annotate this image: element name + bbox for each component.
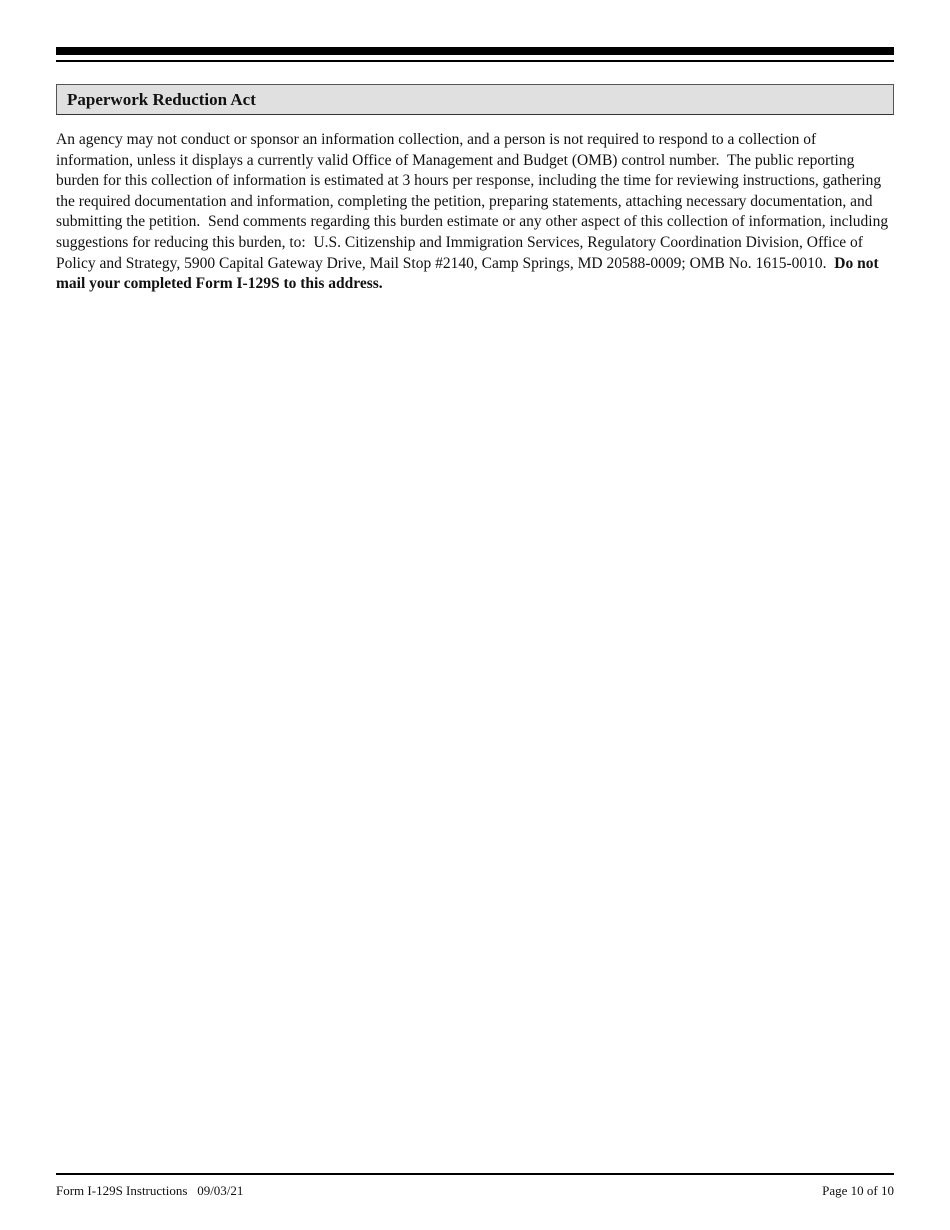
mailing-warning: Do not mail your completed Form I-129S to this address. xyxy=(56,254,879,293)
body-text: An agency may not conduct or sponsor an information collection, and a person is not required to respond to a collection of information, unless it displays a currently valid Office of Management and Budget (OMB) control number. The public reporting burden for this collection of information is estimated at 3 hours per response, including the time for reviewing instructions, gathering the required documentation and information, completing the petition, preparing statements, attaching necessary documentation, and submitting the petition. Send comments regarding this burden estimate or any other aspect of this collection of information, including suggestions for reducing this burden, to: U.S. Citizenship and Immigration Services, Regulatory Coordination Division, Office of Policy and Strategy, 5900 Capital Gateway Drive, Mail Stop #2140, Camp Springs, MD 20588-0009; OMB No. 1615-0010. xyxy=(56,131,892,272)
footer-form-name: Form I-129S Instructions 09/03/21 xyxy=(56,1183,244,1198)
header-rule-thick xyxy=(56,47,894,55)
section-header xyxy=(56,84,894,115)
footer-page-number: Page 10 of 10 xyxy=(822,1183,894,1198)
section-title: Paperwork Reduction Act xyxy=(67,90,256,109)
header-rule-thin xyxy=(56,60,894,62)
footer-rule xyxy=(56,1173,894,1175)
body-paragraph xyxy=(56,130,894,295)
